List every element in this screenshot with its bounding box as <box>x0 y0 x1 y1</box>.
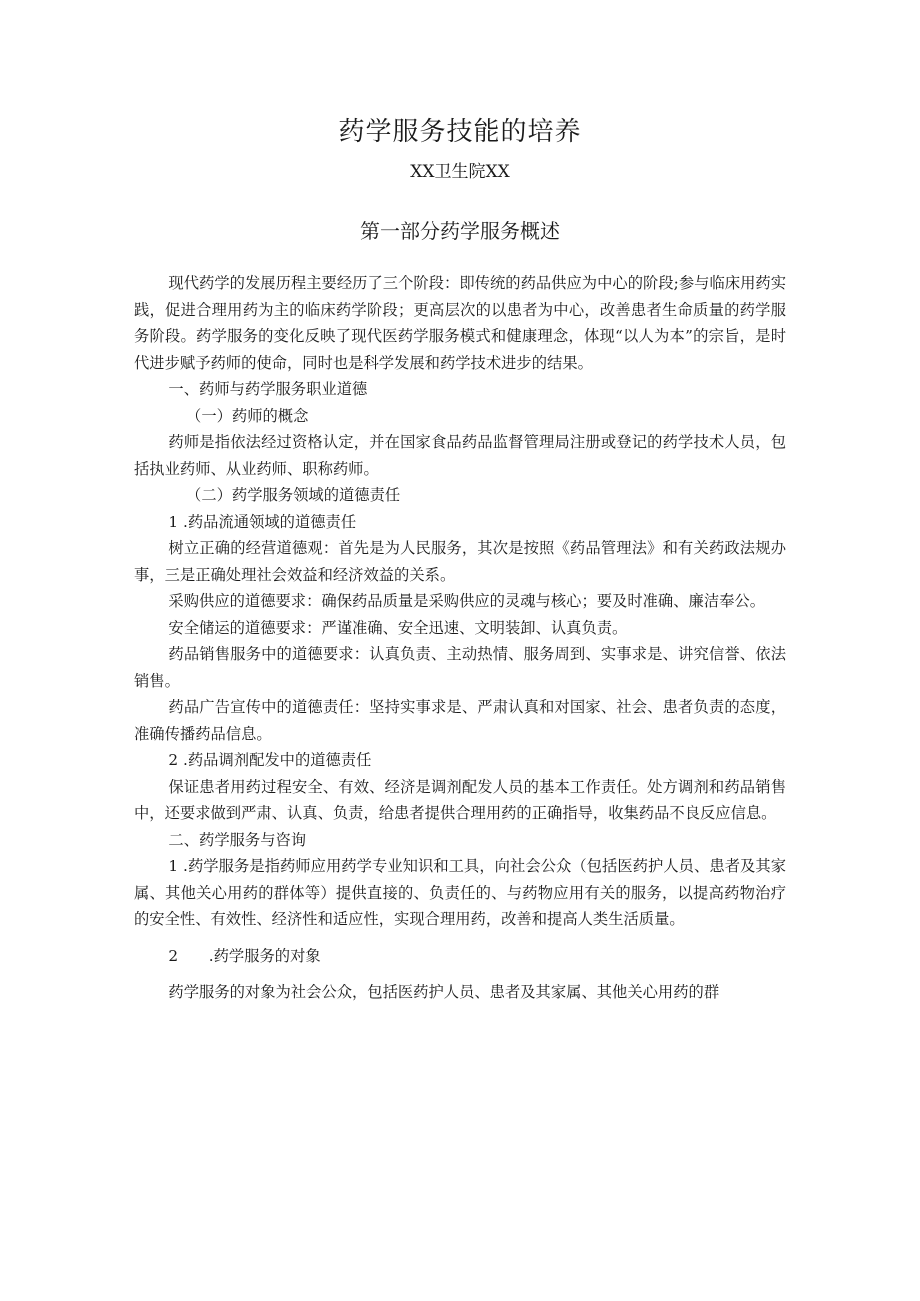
paragraph: 安全储运的道德要求：严谨准确、安全迅速、文明装卸、认真负责。 <box>168 618 628 637</box>
document-body <box>134 270 786 1006</box>
paragraph-intro: 现代药学的发展历程主要经历了三个阶段：即传统的药品供应为中心的阶段;参与临床用药实践，促进合理用药为主的临床药学阶段；更高层次的以患者为中心，改善患者生命质量的药学服务阶段。药学服务的变化反映了现代医药学服务模式和健康理念，体现“以人为本”的宗旨，是时代进步赋予药师的使命，同时也是科学发展和药学技术进步的结果。 <box>134 274 786 372</box>
paragraph-numbered: 1 .药学服务是指药师应用药学专业知识和工具，向社会公众（包括医药护人员、患者及其家属、其他关心用药的群体等）提供直接的、负责任的、与药物应用有关的服务，以提高药物治疗的安全性、有效性、经济性和适应性，实现合理用药，改善和提高人类生活质量。 <box>134 857 786 928</box>
paragraph: 药师是指依法经过资格认定，并在国家食品药品监督管理局注册或登记的药学技术人员，包括执业药师、从业药师、职称药师。 <box>134 433 786 478</box>
heading-numbered: 1 .药品流通领域的道德责任 <box>168 512 357 531</box>
paragraph: 药品销售服务中的道德要求：认真负责、主动热情、服务周到、实事求是、讲究信誉、依法销售。 <box>134 645 786 690</box>
document-title: 药学服务技能的培养 <box>338 117 582 147</box>
paragraph: 药学服务的对象为社会公众，包括医药护人员、患者及其家属、其他关心用药的群 <box>168 983 720 1001</box>
heading-level2: （一）药师的概念 <box>186 406 309 425</box>
paragraph: 采购供应的道德要求：确保药品质量是采购供应的灵魂与核心；要及时准确、廉洁奉公。 <box>168 592 766 610</box>
document-author: XX卫生院XX <box>410 162 510 182</box>
heading-level1: 二、药学服务与咨询 <box>168 830 307 849</box>
paragraph: 药品广告宣传中的道德责任：坚持实事求是、严肃认真和对国家、社会、患者负责的态度，准确传播药品信息。 <box>134 698 786 743</box>
heading-level1: 一、药师与药学服务职业道德 <box>168 380 368 398</box>
heading-numbered: 2 .药品调剂配发中的道德责任 <box>168 751 372 769</box>
paragraph: 树立正确的经营道德观：首先是为人民服务，其次是按照《药品管理法》和有关药政法规办事，三是正确处理社会效益和经济效益的关系。 <box>134 539 786 584</box>
section-title: 第一部分药学服务概述 <box>360 219 560 243</box>
paragraph: 保证患者用药过程安全、有效、经济是调剂配发人员的基本工作责任。处方调剂和药品销售中，还要求做到严肃、认真、负责，给患者提供合理用药的正确指导，收集药品不良反应信息。 <box>134 777 786 822</box>
heading-numbered: 2 .药学服务的对象 <box>168 946 321 965</box>
heading-level2: （二）药学服务领域的道德责任 <box>186 486 401 504</box>
